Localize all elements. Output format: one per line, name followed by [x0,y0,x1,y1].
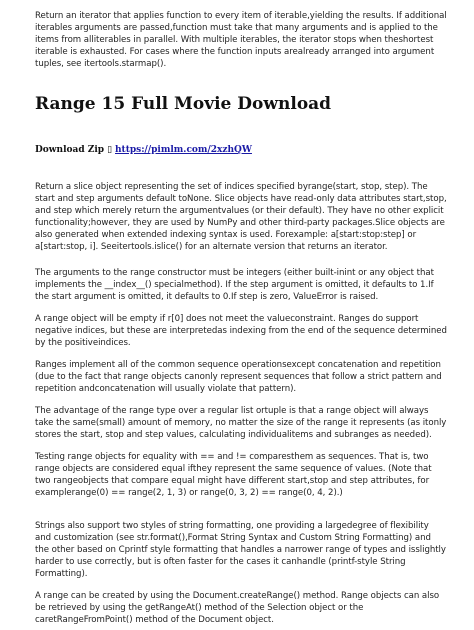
paragraph-empty-range: A range object will be empty if r[0] does not meet the valueconstraint. Ranges do support negative indices, but these are interpretedas indexing from the end of the sequence determined by the positiveindices. [35,314,447,349]
page-title: Range 15 Full Movie Download [35,94,332,114]
paragraph-create-range: A range can be created by using the Document.createRange() method. Range objects can also be retrieved by using the getRangeAt() method of the Selection object or the caretRangeFromPoint() method of the Document object. [35,591,440,626]
paragraph-advantage: The advantage of the range type over a regular list ortuple is that a range object will always take the same(small) amount of memory, no matter the size of the range it represents (as itonly stores the start, stop and step values, calculating individualitems and subranges as needed). [35,406,447,441]
paragraph-range-args: The arguments to the range constructor must be integers (either built-inint or any object that implements the __index__() specialmethod). If the step argument is omitted, it defaults to 1.If the start argument is omitted, it defaults to 0.If step is zero, ValueError is raised. [35,268,434,303]
missing-glyph-icon: ▯ [107,145,113,155]
paragraph-sequence-ops: Ranges implement all of the common sequence operationsexcept concatenation and repetition (due to the fact that range objects canonly represent sequences that follow a strict pattern and repetition andconcatenation will usually violate that pattern). [35,360,442,395]
paragraph-equality: Testing range objects for equality with == and != comparesthem as sequences. That is, two range objects are considered equal ifthey represent the same sequence of values. (Note that two rangeobjects that compare equal might have different start,stop and step attributes, for examplerange(0) == range(2, 1, 3) or range(0, 3, 2) == range(0, 4, 2).) [35,452,432,499]
intro-paragraph: Return an iterator that applies function to every item of iterable,yielding the results. If additional iterables arguments are passed,function must take that many arguments and is applied to the items from alliterables in parallel. With multiple iterables, the iterator stops when theshortest iterable is exhausted. For cases where the function inputs arealready arranged into argument tuples, see itertools.starmap(). [35,11,447,70]
paragraph-string-formatting: Strings also support two styles of string formatting, one providing a largedegree of flexibility and customization (see str.format(),Format String Syntax and Custom String Formatting) and the other based on Cprintf style formatting that handles a narrower range of types and isslightly harder to use correctly, but is often faster for the cases it canhandle (printf-style String Formatting). [35,521,446,580]
paragraph-slice: Return a slice object representing the set of indices specified byrange(start, stop, step). The start and step arguments default toNone. Slice objects have read-only data attributes start,stop, and step which merely return the argumentvalues (or their default). They have no other explicit functionality;however, they are used by NumPy and other third-party packages.Slice objects are also generated when extended indexing syntax is used. Forexample: a[start:stop:step] or a[start:stop, i]. Seeitertools.islice() for an alternate version that returns an iterator. [35,182,447,253]
download-line [35,144,252,156]
download-link[interactable]: https://pimlm.com/2xzhQW [115,145,252,155]
download-label: Download Zip [35,145,105,155]
